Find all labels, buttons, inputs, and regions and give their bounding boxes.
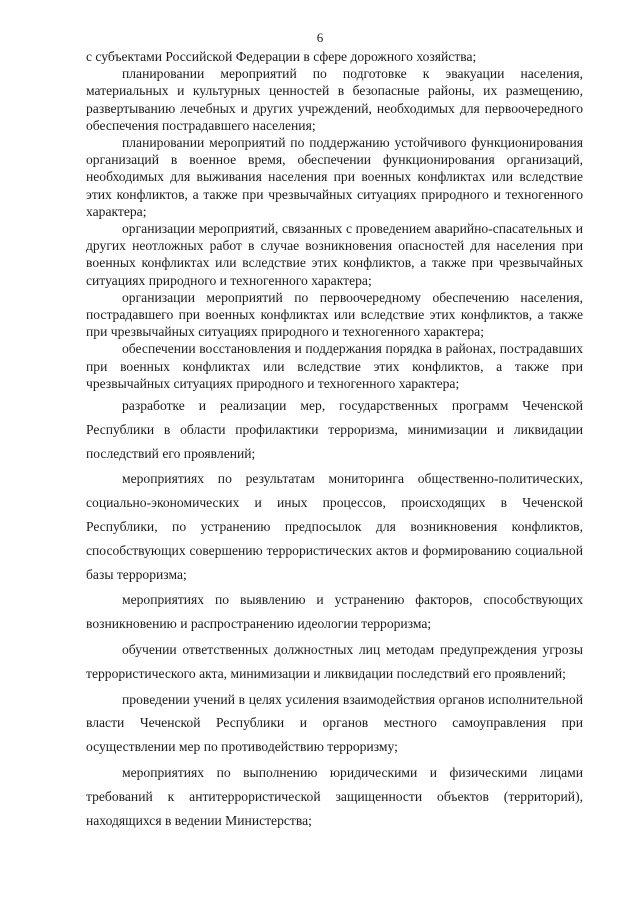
paragraph: мероприятиях по выявлению и устранению факторов, способствующих возникновению и распространению идеологии терроризма; <box>86 592 583 632</box>
paragraph: обеспечении восстановления и поддержания порядка в районах, пострадавших при военных конфликтах или вследствие этих конфликтов, а также при чрезвычайных ситуациях природного и техногенного характера; <box>86 341 583 391</box>
document-body <box>86 48 583 832</box>
paragraph: проведении учений в целях усиления взаимодействия органов исполнительной власти Чеченской Республики и органов местного самоуправления при осуществлении мер по противодействию терроризму; <box>86 691 583 755</box>
paragraph: мероприятиях по результатам мониторинга общественно-политических, социально-экономических и иных процессов, происходящих в Чеченской Республики, по устранению предпосылок для возникновения конфликтов, способствующих совершению террористических актов и формированию социальной базы терроризма; <box>86 471 583 582</box>
paragraph: организации мероприятий по первоочередному обеспечению населения, пострадавшего при военных конфликтах или вследствие этих конфликтов, а также при чрезвычайных ситуациях природного и техногенного характера; <box>86 289 583 340</box>
lower-text-block <box>86 394 583 832</box>
paragraph: планировании мероприятий по поддержанию устойчивого функционирования организаций в военное время, обеспечении функционирования организаций, необходимых для выживания населения при военных конфликтах или вследствие этих конфликтов, а также при чрезвычайных ситуациях природного и техногенного характера; <box>86 135 583 219</box>
upper-text-block <box>86 48 583 392</box>
paragraph: организации мероприятий, связанных с проведением аварийно-спасательных и других неотложных работ в случае возникновения опасностей для населения при военных конфликтах или вследствие этих конфликтов, а также при чрезвычайных ситуациях природного и техногенного характера; <box>86 221 583 288</box>
paragraph: обучении ответственных должностных лиц методам предупреждения угрозы террористического акта, минимизации и ликвидации последствий его проявлений; <box>86 642 583 681</box>
paragraph: с субъектами Российской Федерации в сфере дорожного хозяйства; <box>86 49 477 64</box>
paragraph: мероприятиях по выполнению юридическими и физическими лицами требований к антитеррористической защищенности объектов (территорий), находящихся в ведении Министерства; <box>86 765 583 828</box>
paragraph: планировании мероприятий по подготовке к эвакуации населения, материальных и культурных ценностей в безопасные районы, их размещению, развертыванию лечебных и других учреждений, необходимых для первоочередного обеспечения пострадавшего населения; <box>86 66 583 133</box>
page-number: 6 <box>316 30 324 45</box>
paragraph: разработке и реализации мер, государственных программ Чеченской Республики в области профилактики терроризма, минимизации и ликвидации последствий его проявлений; <box>86 398 583 461</box>
